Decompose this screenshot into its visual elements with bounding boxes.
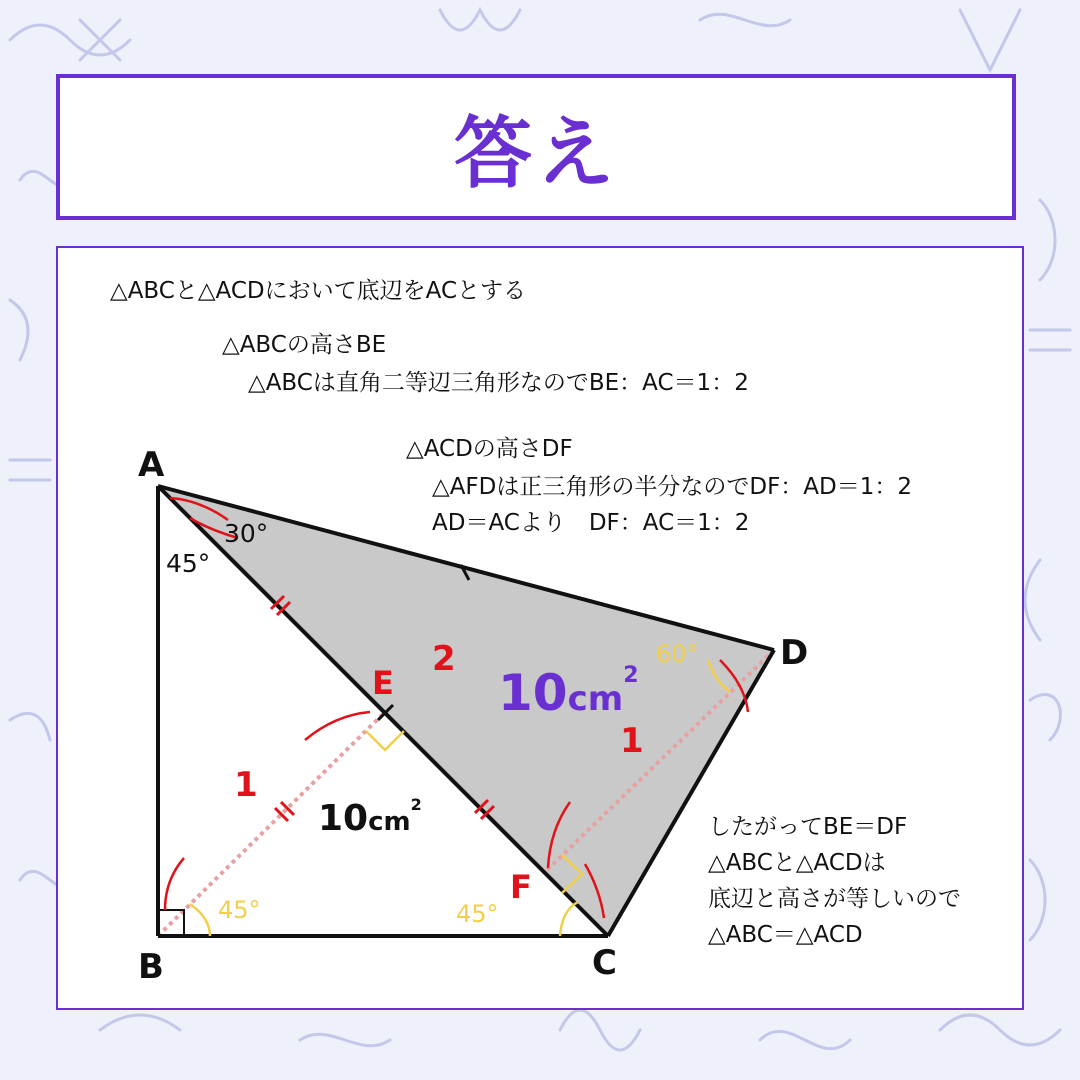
point-f-label: F <box>510 868 532 906</box>
text-ad-ac: AD＝ACより DF：AC＝1：2 <box>432 510 750 536</box>
ratio-ac-label: 2 <box>432 639 456 679</box>
page-title: 答え <box>453 109 618 199</box>
vertex-d-label: D <box>780 633 809 673</box>
angle-45-c-label: 45° <box>456 900 499 928</box>
text-intro: △ABCと△ACDにおいて底辺をACとする <box>110 278 527 304</box>
arc-e-1 <box>305 712 370 740</box>
text-acd-height: △ACDの高さDF <box>406 436 573 462</box>
text-abc-isosceles: △ABCは直角二等辺三角形なのでBE：AC＝1：2 <box>248 370 749 396</box>
point-e-label: E <box>372 664 394 702</box>
vertex-a-label: A <box>138 445 165 485</box>
vertex-c-label: C <box>592 943 617 983</box>
double-tick-be-2 <box>281 802 294 815</box>
angle-45-b-label: 45° <box>218 896 261 924</box>
arc-c-45 <box>560 902 578 936</box>
text-equal-base-height: 底辺と高さが等しいので <box>708 886 961 912</box>
arc-b-1 <box>165 858 184 910</box>
ratio-df-label: 1 <box>620 721 644 761</box>
angle-60-label: 60° <box>656 640 699 668</box>
text-abc-acd: △ABCと△ACDは <box>708 850 886 876</box>
ratio-be-label: 1 <box>234 765 258 805</box>
text-afd-half: △AFDは正三角形の半分なのでDF：AD＝1：2 <box>432 474 913 500</box>
angle-45-top-label: 45° <box>166 549 211 578</box>
text-conclusion: △ABC＝△ACD <box>708 922 863 948</box>
text-therefore: したがってBE＝DF <box>708 814 908 840</box>
vertex-b-label: B <box>138 947 164 987</box>
area-abc-label: 10cm2 <box>318 795 422 839</box>
right-angle-e <box>366 731 404 750</box>
angle-30-label: 30° <box>224 519 269 548</box>
text-abc-height: △ABCの高さBE <box>222 332 387 358</box>
arc-b-45 <box>190 904 210 936</box>
triangle-acd-shaded <box>158 486 774 936</box>
area-acd-label: 10cm2 <box>498 663 639 722</box>
